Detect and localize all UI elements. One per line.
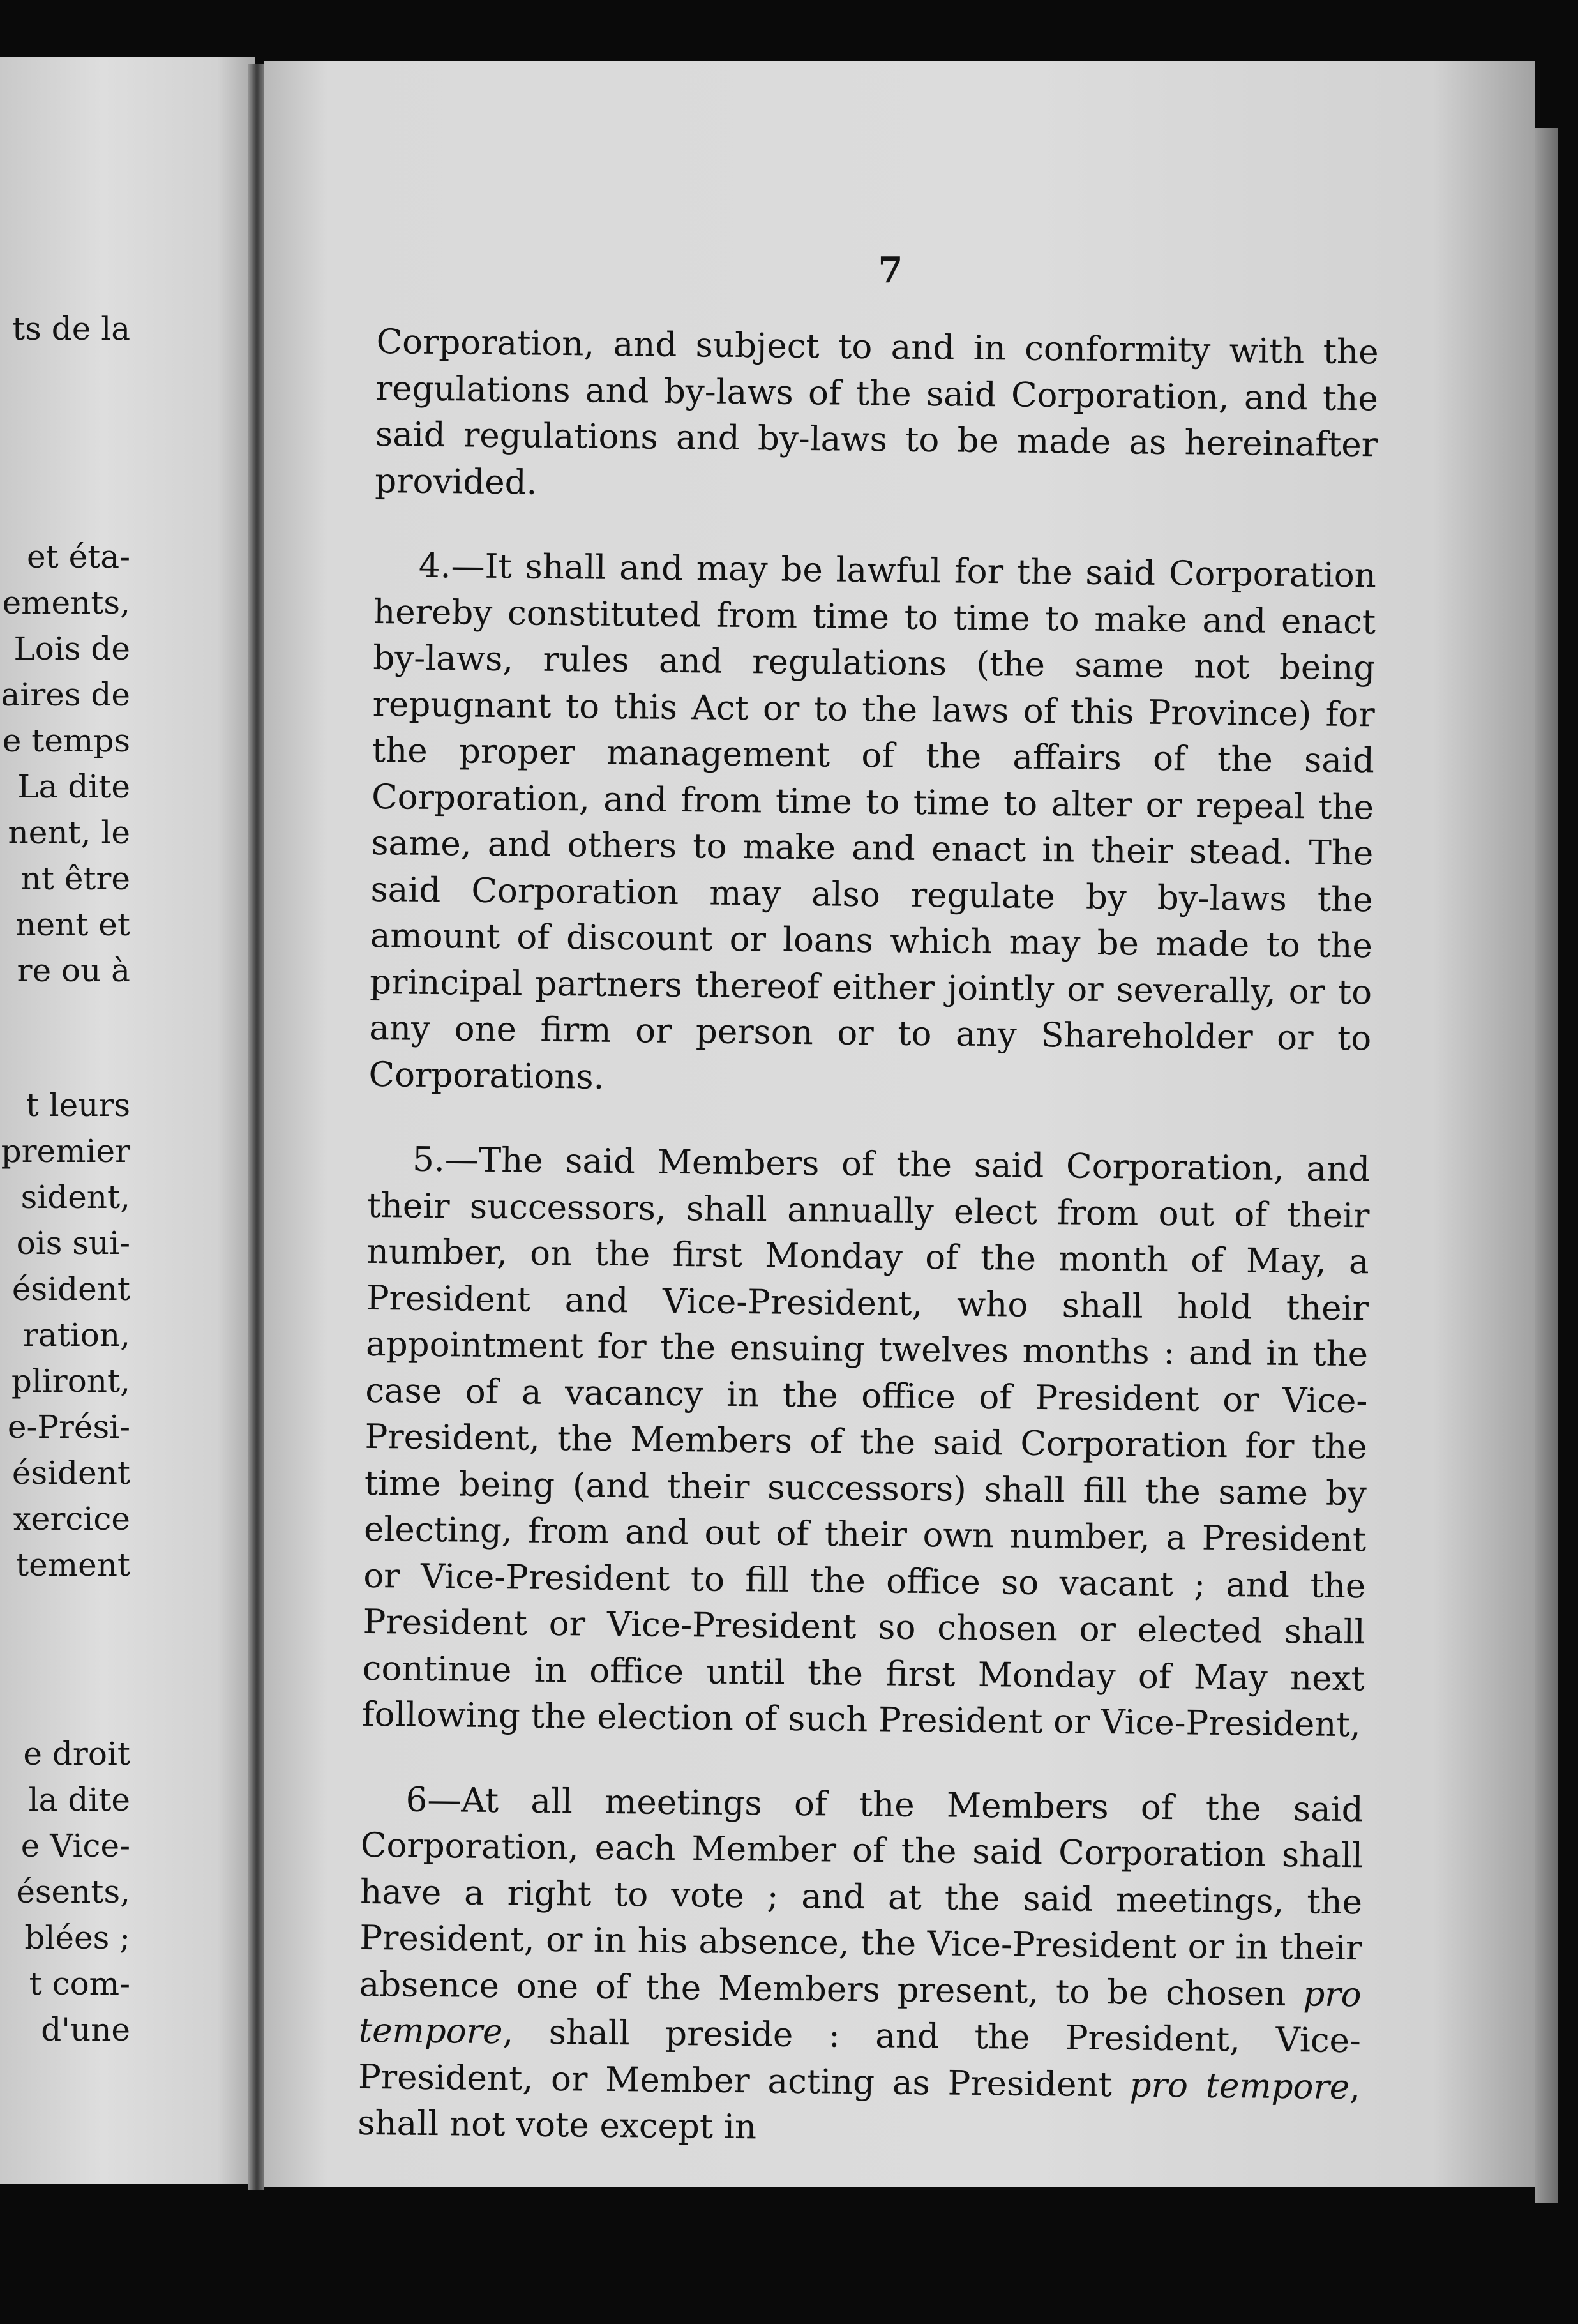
left-line: aires de [1, 676, 130, 713]
left-line: t com- [29, 1965, 130, 2002]
left-line: blées ; [24, 1919, 130, 1956]
left-line: re ou à [17, 952, 130, 989]
left-line: ésident [11, 1271, 130, 1308]
left-line: ésents, [16, 1873, 130, 1910]
paragraph-section-6 [357, 1776, 1364, 2157]
left-line: e Vice- [20, 1827, 130, 1864]
italic-run: pro tempore [358, 1974, 1362, 2052]
left-line: e-Prési- [7, 1408, 130, 1445]
paragraph-section-5: 5.—The said Members of the said Corporation, and their successors, shall annually elect from out of their number, on the first Monday of the month of May, a President and Vice-President, who shall hold their appointment for the ensuing twelves months : and in the case of a vacancy in the office of President or Vice-President, the Members of the said Corporation for the time being (and their successors) shall fill the same by electing, from and out of their own number, a President or Vice-President to fill the office so vacant ; and the President or Vice-President so chosen or elected shall continue in office until the first Monday of May next following the election of such President or Vice-President, [361, 1140, 1371, 1745]
text-run: , shall preside : and the President, Vice-President, or Member acting as President [357, 2012, 1362, 2105]
book-gutter [248, 64, 264, 2190]
italic-run: pro tempore [1129, 2065, 1350, 2107]
left-line: la dite [28, 1781, 130, 1818]
left-line: nent, le [8, 814, 130, 851]
left-line: tement [16, 1546, 130, 1583]
left-line: nt être [20, 860, 130, 897]
paragraph-section-4: 4.—It shall and may be lawful for the said Corporation hereby constituted from time to time to make and enact by-laws, rules and regulations (the same not being repugnant to this Act or to the laws of this Province) for the proper management of the affairs of the said Corporation, and from time to time to alter or repeal the same, and others to make and enact in their stead. The said Corporation may also regulate by by-laws the amount of discount or loans which may be made to the principal partners thereof either jointly or severally, or to any one firm or person or to any Shareholder or to Corporations. [368, 546, 1377, 1097]
paragraph-continuation: Corporation, and subject to and in conformity with the regulations and by-laws of the said Corporation, and the said regulations and by-laws to be made as hereinafter provided. [375, 322, 1379, 502]
left-line: ésident [11, 1454, 130, 1491]
page-number: 7 [878, 249, 903, 291]
left-line: premier [1, 1133, 130, 1170]
left-line: t leurs [26, 1087, 130, 1124]
left-line: et éta- [27, 538, 130, 575]
left-line: d'une [41, 2011, 130, 2048]
left-line: ements, [2, 584, 130, 621]
left-line: ois sui- [16, 1225, 130, 1262]
text-run: 6—At all meetings of the Members of the said Corporation, each Member of the said Corporation shall have a right to vote ; and at the said meetings, the President, or in his absence, the Vice-President or in their absence one of the Members present, to be chosen [359, 1780, 1364, 2014]
left-line: xercice [13, 1500, 130, 1537]
left-line: La dite [17, 768, 130, 805]
left-line: nent et [15, 906, 130, 943]
left-line: ration, [23, 1317, 130, 1354]
left-line: e droit [23, 1735, 130, 1772]
left-line: ts de la [12, 310, 130, 347]
left-page-fragment [0, 57, 255, 2184]
left-line: pliront, [11, 1362, 130, 1400]
left-line: e temps [2, 722, 130, 759]
page-body-text [357, 319, 1379, 2157]
text-run: , shall not vote except in [357, 2067, 1361, 2147]
left-line: Lois de [13, 630, 130, 667]
left-line: sident, [20, 1179, 130, 1216]
page-edge-shadow [1535, 128, 1558, 2203]
